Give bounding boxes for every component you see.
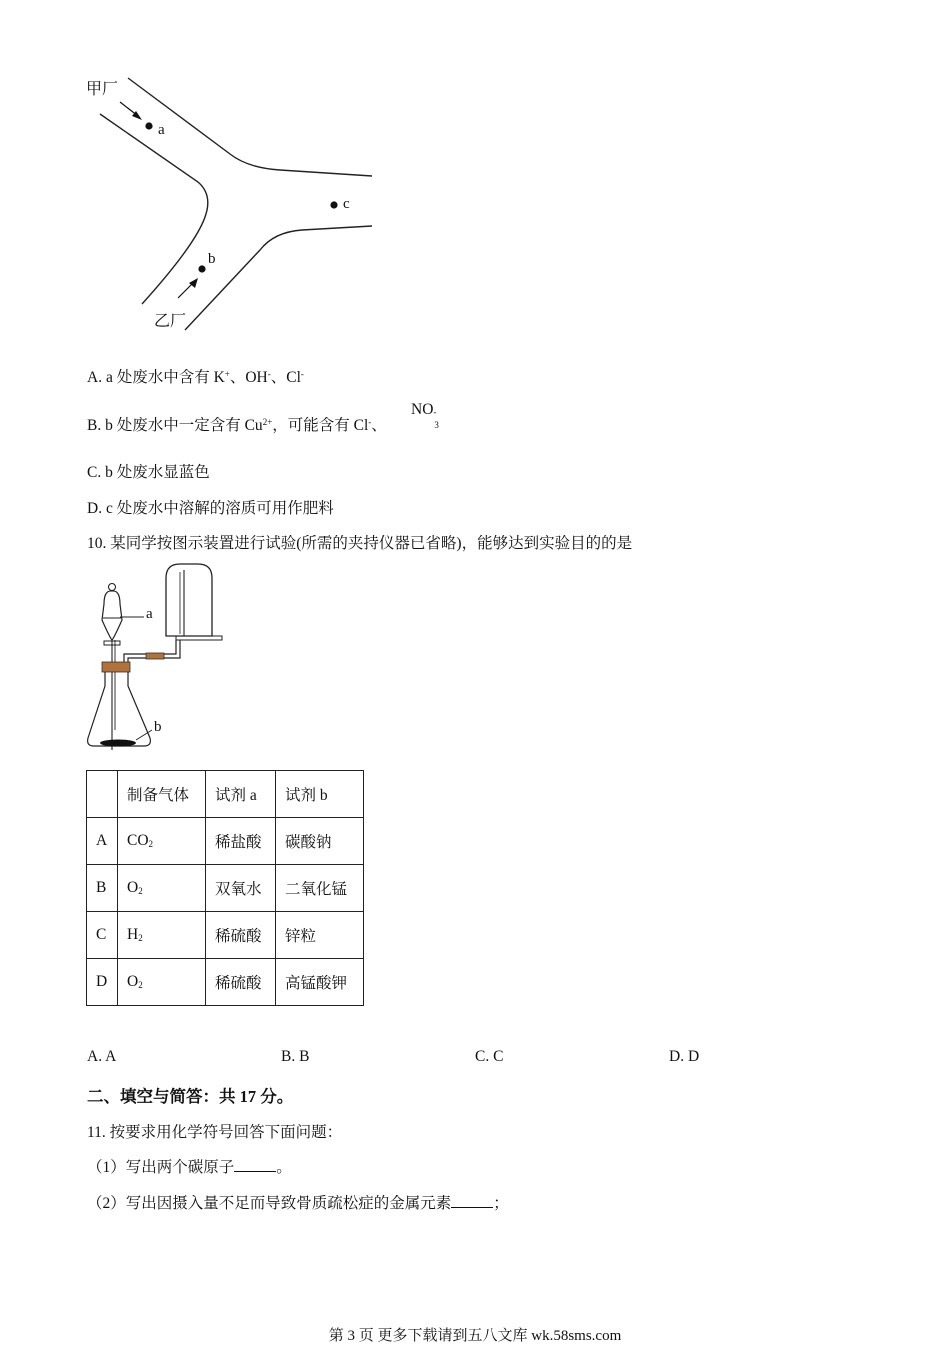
rubber-connector	[146, 653, 164, 659]
q11-sub2: （2）写出因摄入量不足而导致骨质疏松症的金属元素 ；	[87, 1195, 509, 1212]
separatory-funnel	[102, 591, 122, 640]
gas-cell: $O_2$	[118, 865, 206, 912]
table-row	[87, 818, 364, 865]
gas-cell: $O_2$	[118, 959, 206, 1006]
answer-blank[interactable]	[451, 1195, 493, 1208]
river-bank-lower	[185, 226, 372, 330]
flow-arrowhead-yi	[189, 278, 198, 288]
point-c-dot	[330, 201, 337, 208]
option-cell: D	[87, 959, 118, 1006]
table-header-row	[87, 771, 364, 818]
section-heading: 二、填空与简答：共 17 分。	[87, 1087, 294, 1106]
q10-option-a: A. A	[87, 1048, 117, 1065]
q9-option-d: D. c 处废水中溶解的溶质可用作肥料	[87, 500, 334, 517]
reagent-a-cell: 稀硫酸	[206, 912, 276, 959]
table-row	[87, 959, 364, 1006]
conical-flask	[88, 672, 151, 746]
funnel-stopper	[109, 584, 116, 591]
label-point-c: c	[343, 196, 350, 212]
q10-stem: 10. 某同学按图示装置进行试验(所需的夹持仪器已省略)，能够达到实验目的的是	[87, 535, 633, 552]
label-point-b: b	[208, 251, 216, 267]
gas-cell: $CO_2$	[118, 818, 206, 865]
table-header-cell	[87, 771, 118, 818]
reagent-b-cell: 碳酸钠	[276, 818, 364, 865]
q11-sub1: （1）写出两个碳原子 。	[87, 1159, 292, 1176]
reagent-a-cell: 稀盐酸	[206, 818, 276, 865]
nitrate-formula: NO - 3	[411, 401, 439, 430]
apparatus-label-a: a	[146, 606, 153, 622]
flask-stopper	[102, 662, 130, 672]
q11-stem: 11. 按要求用化学符号回答下面问题：	[87, 1124, 343, 1141]
option-cell: B	[87, 865, 118, 912]
option-cell: A	[87, 818, 118, 865]
label-jia-factory: 甲厂	[86, 81, 119, 98]
table-row	[87, 912, 364, 959]
river-diagram	[80, 72, 380, 337]
reagent-b-cell: 锌粒	[276, 912, 364, 959]
point-b-dot	[198, 265, 205, 272]
label-yi-factory: 乙厂	[154, 313, 187, 330]
reagent-a-cell: 稀硫酸	[206, 959, 276, 1006]
table-header-cell: 试剂 a	[206, 771, 276, 818]
table-header-cell: 制备气体	[118, 771, 206, 818]
solid-reagent	[100, 740, 136, 747]
reagent-a-cell: 双氧水	[206, 865, 276, 912]
q9-option-b: B. b 处废水中一定含有 $Cu^{2+}$，可能含有 Cl-、	[87, 417, 387, 434]
q10-option-d: D. D	[669, 1048, 700, 1065]
q10-option-c: C. C	[475, 1048, 504, 1065]
q9-option-a: A. a 处废水中含有 K+、OH-、Cl-	[87, 369, 304, 386]
apparatus-label-b: b	[154, 719, 162, 735]
label-point-a: a	[158, 122, 165, 138]
table-header-cell: 试剂 b	[276, 771, 364, 818]
q9-option-c: C. b 处废水显蓝色	[87, 464, 210, 481]
reagent-b-cell: 二氧化锰	[276, 865, 364, 912]
page-footer: 第 3 页 更多下载请到五八文库 wk.58sms.com	[328, 1328, 622, 1344]
river-bank-left	[100, 114, 208, 304]
option-cell: C	[87, 912, 118, 959]
answer-blank[interactable]	[234, 1159, 276, 1172]
table-row	[87, 865, 364, 912]
point-a-dot	[145, 122, 152, 129]
reagent-b-cell: 高锰酸钾	[276, 959, 364, 1006]
q10-option-b: B. B	[281, 1048, 310, 1065]
reagent-table	[86, 770, 364, 1006]
gas-cell: $H_2$	[118, 912, 206, 959]
collecting-bottle	[166, 564, 212, 636]
